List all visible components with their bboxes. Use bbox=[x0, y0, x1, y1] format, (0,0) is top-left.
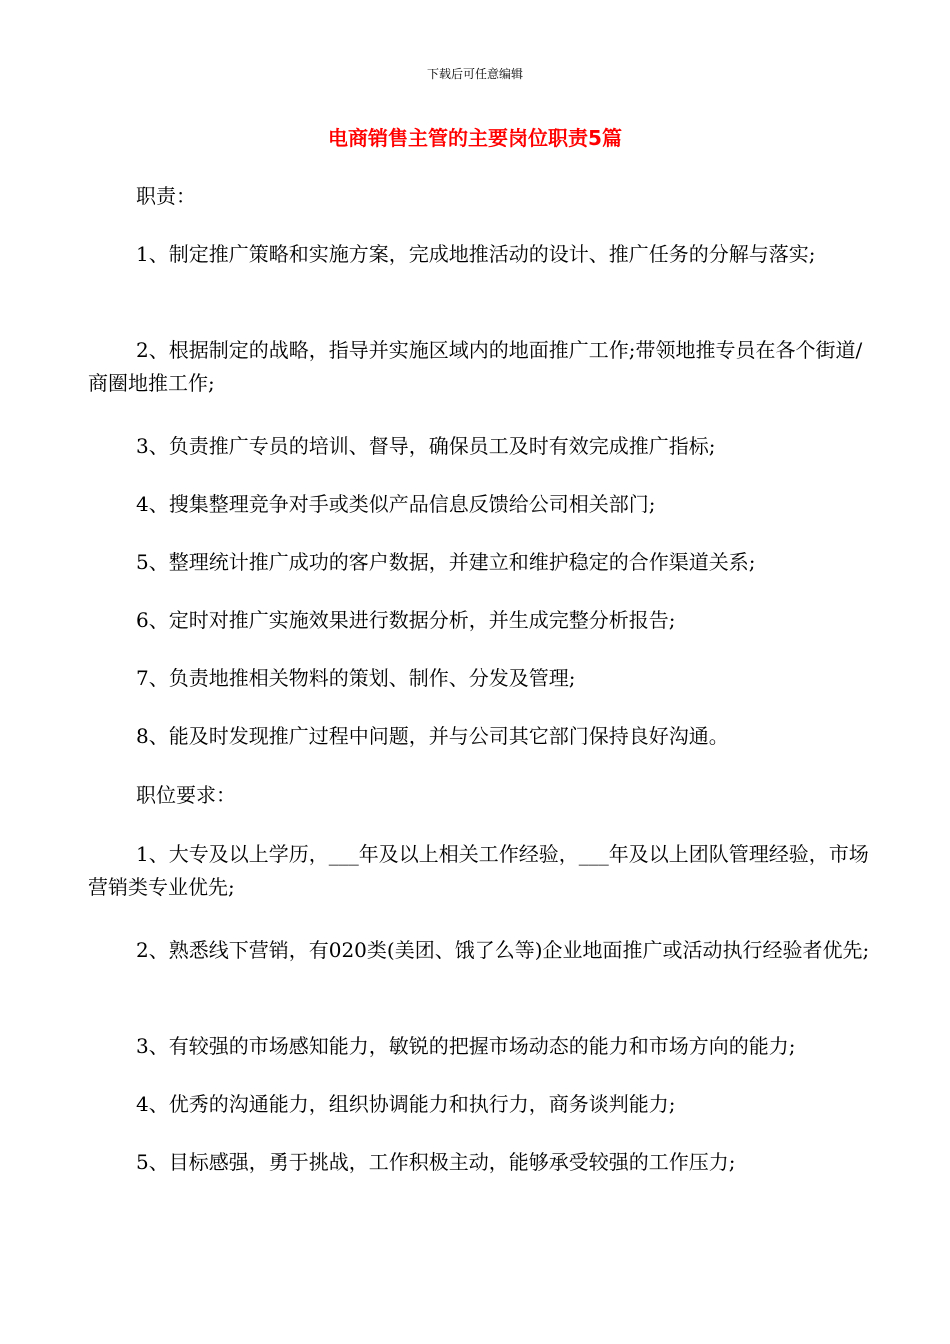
document-title: 电商销售主管的主要岗位职责5篇 bbox=[328, 126, 622, 150]
duty-item-8: 8、能及时发现推广过程中问题，并与公司其它部门保持良好沟通。 bbox=[136, 724, 729, 748]
header-note: 下载后可任意编辑 bbox=[426, 67, 523, 81]
requirement-item-1: 1、大专及以上学历，___年及以上相关工作经验，___年及以上团队管理经验，市场营销类专业优先; bbox=[88, 842, 869, 899]
duties-heading: 职责： bbox=[136, 184, 196, 208]
duty-item-7: 7、负责地推相关物料的策划、制作、分发及管理; bbox=[136, 666, 576, 690]
requirements-heading: 职位要求： bbox=[136, 783, 236, 807]
duty-item-5: 5、整理统计推广成功的客户数据，并建立和维护稳定的合作渠道关系; bbox=[136, 550, 756, 574]
requirement-item-5: 5、目标感强，勇于挑战，工作积极主动，能够承受较强的工作压力; bbox=[136, 1150, 736, 1174]
requirement-item-4: 4、优秀的沟通能力，组织协调能力和执行力，商务谈判能力; bbox=[136, 1092, 676, 1116]
duty-item-3: 3、负责推广专员的培训、督导，确保员工及时有效完成推广指标; bbox=[136, 434, 716, 458]
duty-item-4: 4、搜集整理竞争对手或类似产品信息反馈给公司相关部门; bbox=[136, 492, 656, 516]
duty-item-2: 2、根据制定的战略，指导并实施区域内的地面推广工作;带领地推专员在各个街道/商圈地推工作; bbox=[88, 338, 863, 395]
requirement-item-3: 3、有较强的市场感知能力，敏锐的把握市场动态的能力和市场方向的能力; bbox=[136, 1034, 796, 1058]
requirement-item-2: 2、熟悉线下营销，有020类(美团、饿了么等)企业地面推广或活动执行经验者优先; bbox=[136, 938, 870, 962]
duty-item-6: 6、定时对推广实施效果进行数据分析，并生成完整分析报告; bbox=[136, 608, 676, 632]
duty-item-1: 1、制定推广策略和实施方案，完成地推活动的设计、推广任务的分解与落实; bbox=[136, 242, 816, 266]
